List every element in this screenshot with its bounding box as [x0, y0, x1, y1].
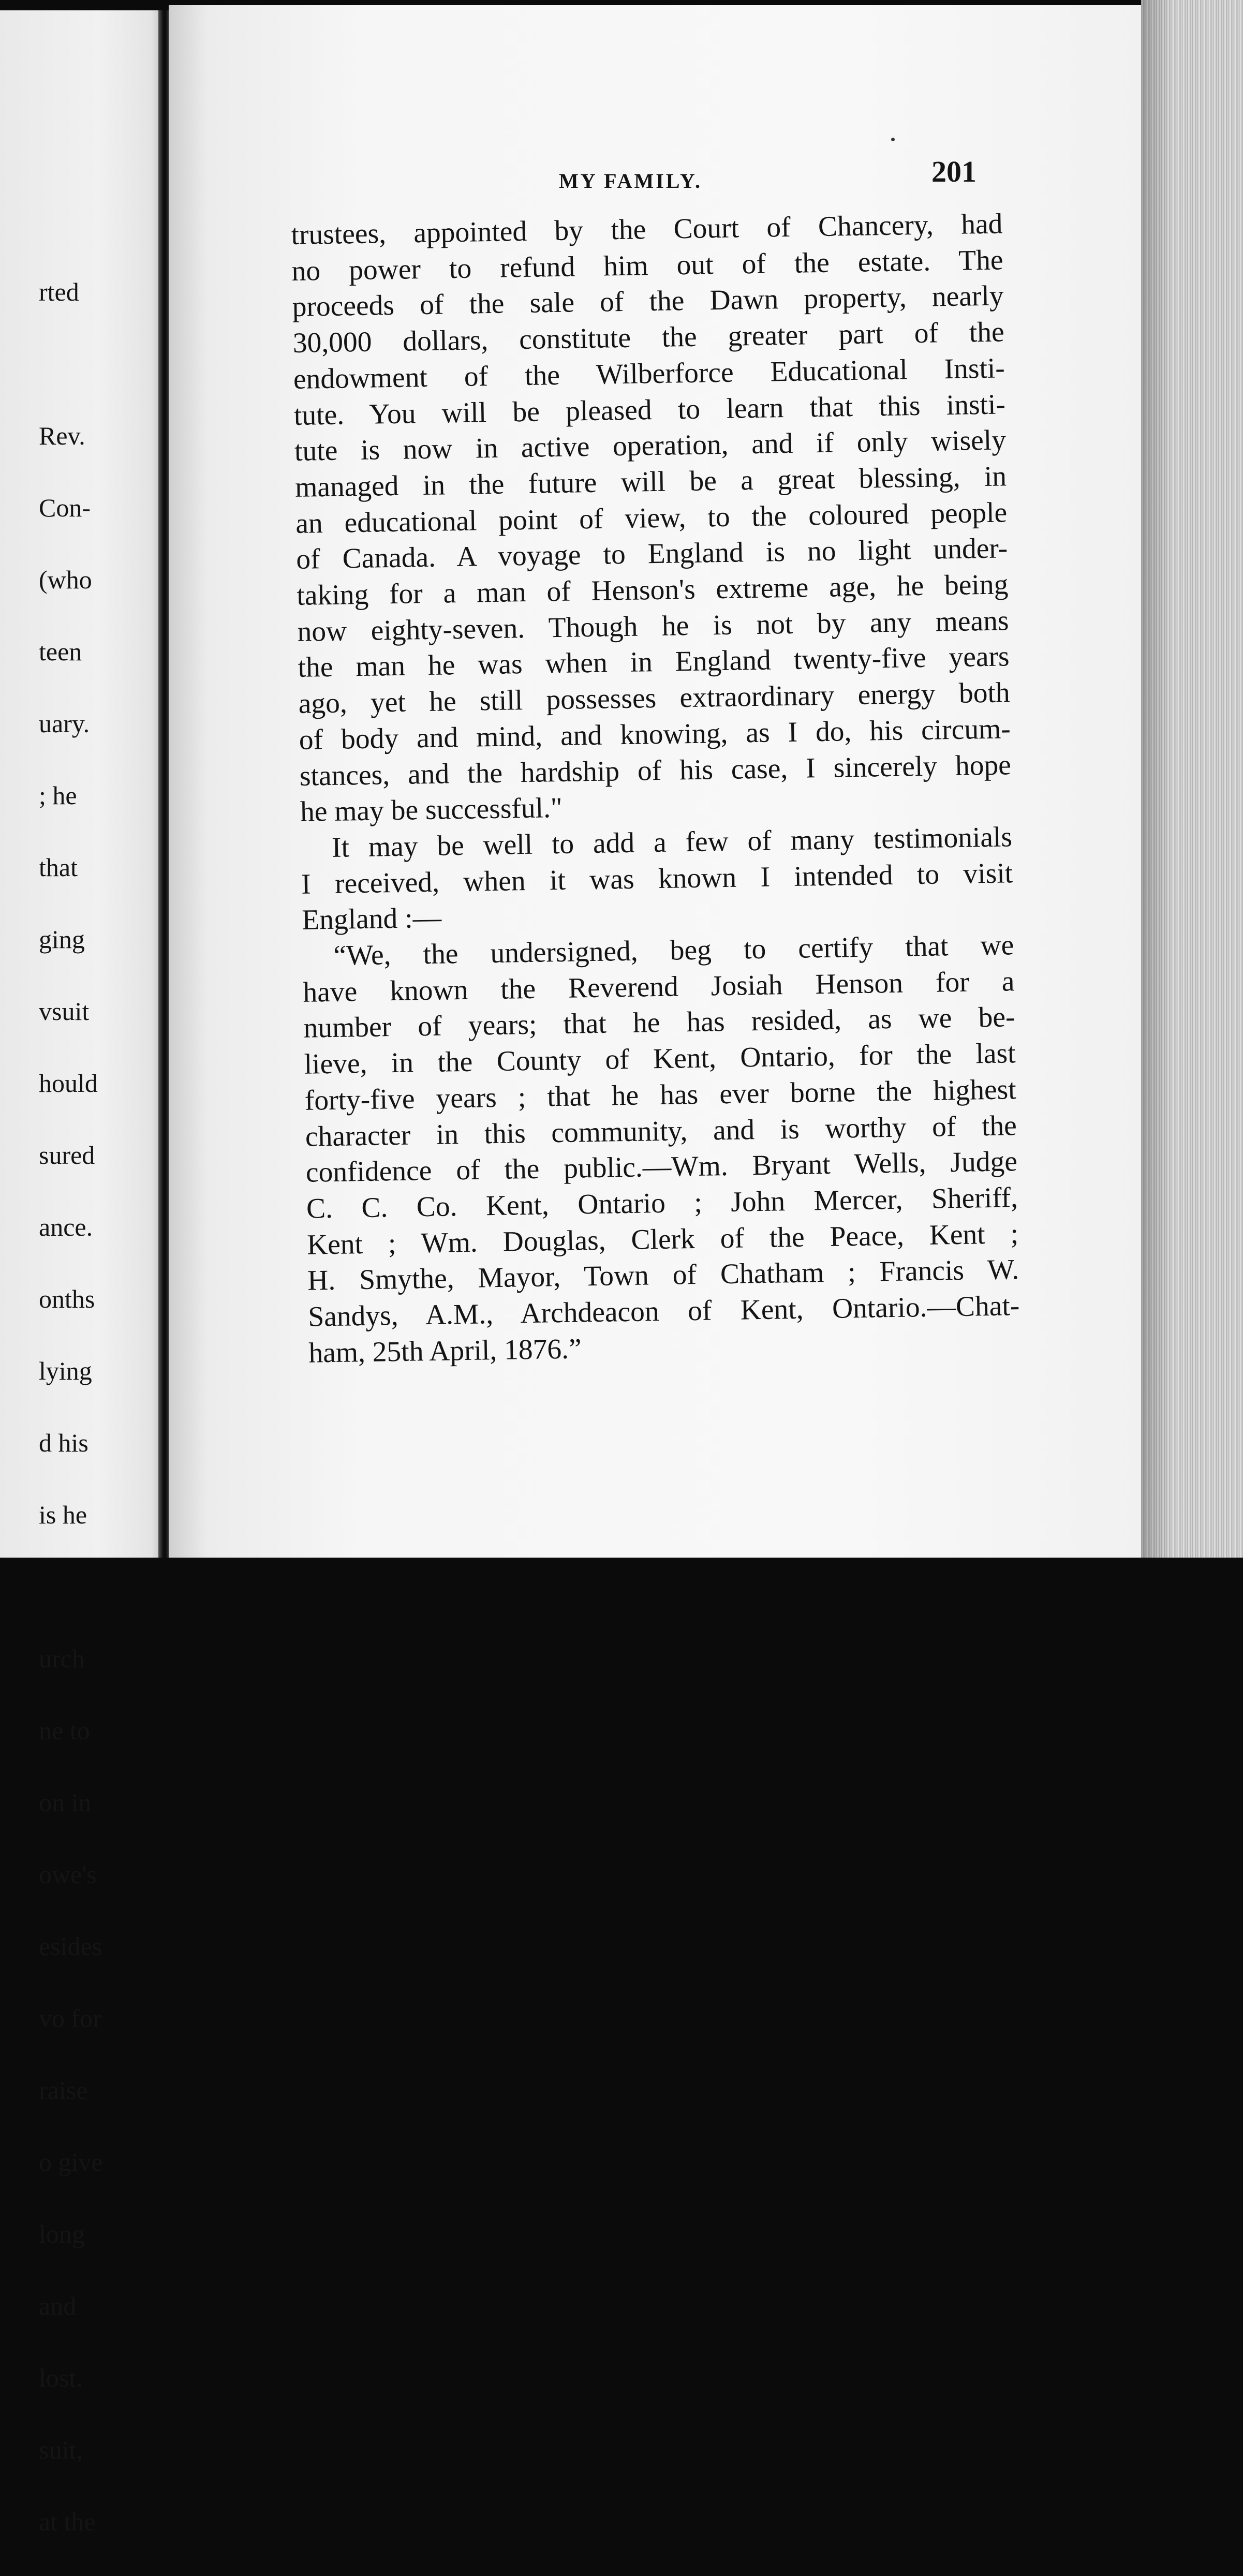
bottom-shadow — [0, 1558, 1243, 1596]
left-line: teen — [39, 636, 82, 666]
page-number: 201 — [931, 155, 976, 188]
text-line: managed in the future will be a great blessing, in — [294, 461, 1007, 504]
left-line: (who — [39, 565, 92, 594]
text-line: character in this community, and is worthy of the — [305, 1109, 1017, 1153]
text-line: no power to refund him out of the estate. The — [291, 244, 1003, 287]
text-line: lieve, in the County of Kent, Ontario, for the last — [304, 1038, 1016, 1080]
left-line: hould — [39, 1068, 98, 1098]
left-line: ging — [39, 924, 85, 954]
page-edges-shadow — [1141, 0, 1172, 1596]
text-line: ago, yet he still possesses extraordinary energy both — [298, 677, 1011, 720]
text-line: Sandys, A.M., Archdeacon of Kent, Ontario.—Chat- — [307, 1290, 1020, 1333]
left-line: long — [39, 2219, 85, 2248]
text-line: I received, when it was known I intended to visit — [301, 857, 1013, 900]
text-line: an educational point of view, to the coloured people — [295, 496, 1008, 540]
ink-speck — [891, 138, 895, 141]
text-line: tute is now in active operation, and if only wisely — [294, 424, 1007, 468]
text-line: number of years; that he has resided, as we be- — [303, 1001, 1015, 1045]
running-title: MY FAMILY. — [559, 169, 703, 193]
left-line: lying — [39, 1356, 92, 1385]
text-line: the man he was when in England twenty-five years — [298, 641, 1010, 684]
text-line: confidence of the public.—Wm. Bryant Wells, Judge — [305, 1146, 1018, 1189]
text-line: of body and mind, and knowing, as I do, his circum- — [299, 713, 1011, 756]
text-line: taking for a man of Henson's extreme age, he being — [297, 569, 1009, 612]
left-line: sured — [39, 1140, 95, 1169]
text-line: now eighty-seven. Though he is not by any means — [297, 605, 1009, 648]
left-line: ne to — [39, 1715, 90, 1745]
left-line: rted — [39, 277, 79, 306]
text-line: C. C. Co. Kent, Ontario ; John Mercer, Sheriff, — [306, 1182, 1018, 1225]
left-line: Rev. — [39, 421, 85, 450]
text-line: of Canada. A voyage to England is no light under- — [295, 532, 1008, 576]
left-line: Con- — [39, 493, 91, 522]
left-line: suit, — [39, 2435, 83, 2464]
text-line: forty-five years ; that he has ever borne the highest — [304, 1074, 1017, 1117]
text-line: Kent ; Wm. Douglas, Clerk of the Peace, Kent ; — [306, 1218, 1019, 1261]
left-line: owe's — [39, 1859, 97, 1889]
text-line: tute. You will be pleased to learn that this insti- — [293, 388, 1006, 432]
left-line: ance. — [39, 1212, 93, 1241]
left-line: urch — [39, 1644, 85, 1673]
left-line: at the — [39, 2507, 96, 2536]
text-line: he may be successful." — [300, 792, 563, 828]
text-line: It may be well to add a few of many testimonials — [331, 821, 1013, 864]
left-line: vo for — [39, 2003, 101, 2033]
left-line: on in — [39, 1787, 92, 1817]
left-line: o give — [39, 2147, 103, 2177]
left-line: uary. — [39, 708, 90, 738]
book-gutter — [158, 10, 170, 1568]
text-line: England :— — [301, 902, 442, 937]
text-line: endowment of the Wilberforce Educational Insti- — [293, 352, 1005, 395]
left-facing-page — [0, 10, 165, 2536]
left-line: lost. — [39, 2363, 83, 2392]
text-line: stances, and the hardship of his case, I sincerely hope — [299, 749, 1012, 792]
text-line: trustees, appointed by the Court of Chancery, had — [291, 208, 1003, 251]
left-line: esides — [39, 1931, 102, 1961]
text-line: 30,000 dollars, constitute the greater part of the — [292, 316, 1005, 360]
left-line: onths — [39, 1284, 95, 1313]
text-line: ham, 25th April, 1876.” — [308, 1333, 582, 1369]
left-line: raise — [39, 2075, 88, 2105]
left-line: vsuit — [39, 996, 90, 1026]
left-line: d his — [39, 1428, 88, 1457]
text-line: “We, the undersigned, beg to certify that we — [333, 929, 1014, 972]
text-line: have known the Reverend Josiah Henson for a — [303, 965, 1015, 1009]
text-line: proceeds of the sale of the Dawn property, nearly — [292, 280, 1004, 323]
left-line: is he — [39, 1500, 87, 1529]
body-text — [291, 206, 1020, 1371]
left-page-text — [0, 238, 103, 2576]
text-line: H. Smythe, Mayor, Town of Chatham ; Francis W. — [307, 1254, 1019, 1297]
left-line: and — [39, 2291, 77, 2320]
left-line: that — [39, 852, 78, 882]
left-line: ; he — [39, 780, 77, 810]
